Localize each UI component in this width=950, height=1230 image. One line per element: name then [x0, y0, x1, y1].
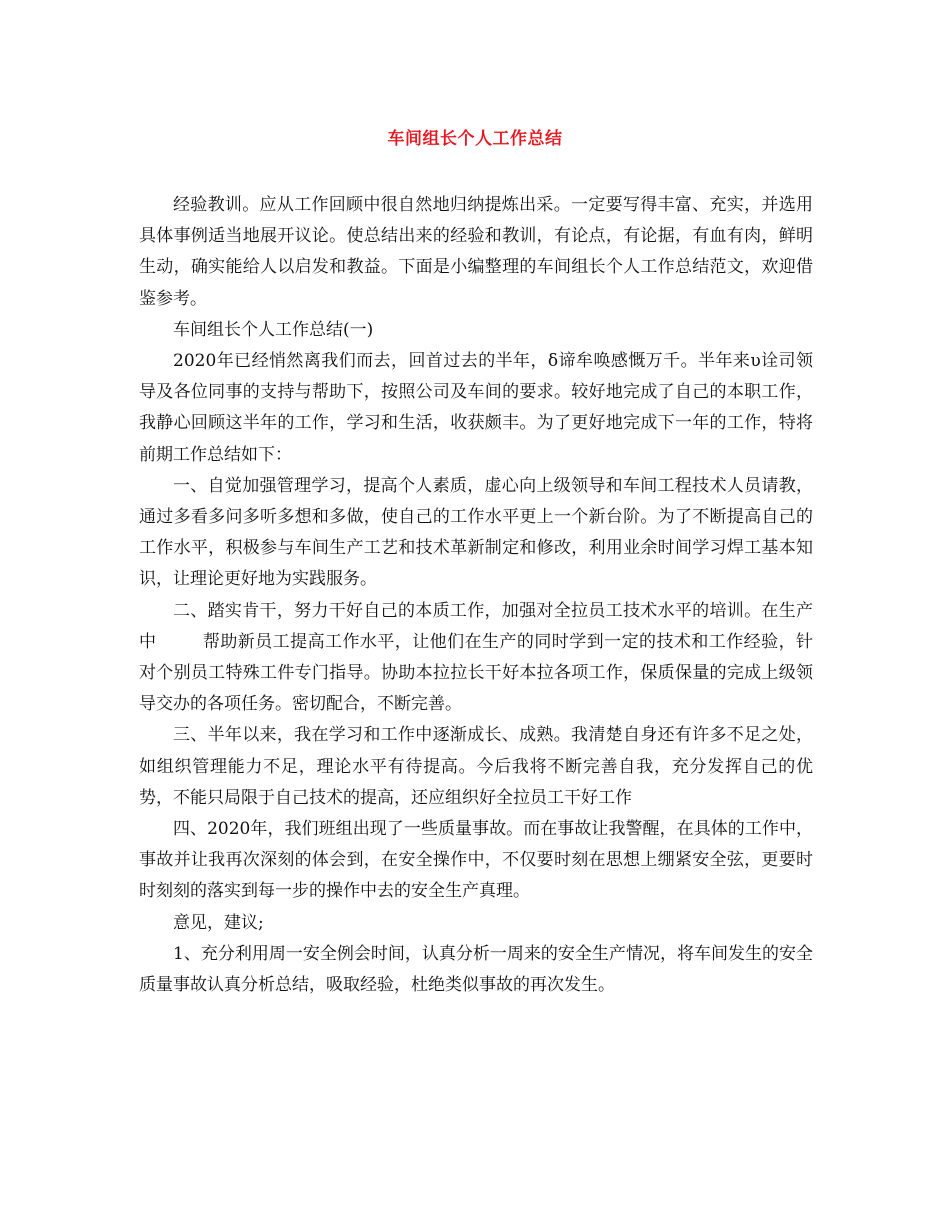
intro-paragraph: 经验教训。应从工作回顾中很自然地归纳提炼出采。一定要写得丰富、充实，并选用具体事例适当地展开议论。使总结出来的经验和教训，有论点，有论据，有血有肉，鲜明生动，确实能给人以启发和教益。下面是小编整理的车间组长个人工作总结范文，欢迎借鉴参考。 — [139, 195, 813, 309]
point-three-paragraph: 三、半年以来，我在学习和工作中逐渐成长、成熟。我清楚自身还有许多不足之处，如组织管理能力不足，理论水平有待提高。今后我将不断完善自我，充分发挥自己的优势，不能只局限于自己技术的提高，还应组织好全拉员工干好工作 — [139, 725, 813, 808]
summary-paragraph: 2020年已经悄然离我们而去，回首过去的半年，δ谛牟唤感慨万千。半年来υ诠司领导及各位同事的支持与帮助下，按照公司及车间的要求。较好地完成了自己的本职工作，我静心回顾这半年的工作，学习和生活，收获颇丰。为了更好地完成下一年的工作，特将前期工作总结如下： — [139, 351, 813, 465]
section-heading: 车间组长个人工作总结(一) — [173, 319, 374, 340]
suggestion-one-paragraph: 1、充分利用周一安全例会时间，认真分析一周来的安全生产情况，将车间发生的安全质量事故认真分析总结，吸取经验，杜绝类似事故的再次发生。 — [139, 943, 813, 996]
point-four-paragraph: 四、2020年，我们班组出现了一些质量事故。而在事故让我警醒，在具体的工作中，事故并让我再次深刻的体会到，在安全操作中，不仅要时刻在思想上绷紧安全弦，更要时时刻刻的落实到每一步的操作中去的安全生产真理。 — [139, 819, 813, 902]
point-two-paragraph — [139, 596, 813, 721]
document-title: 车间组长个人工作总结 — [387, 129, 563, 149]
point-two-text-start: 二、踏实肯干，努力干好自己的本质工作，加强对全拉员工技术水平的培训。在生产中 — [139, 600, 813, 652]
document-body — [139, 190, 813, 1001]
suggestions-heading: 意见，建议; — [173, 912, 264, 933]
point-one-paragraph: 一、自觉加强管理学习，提高个人素质，虚心向上级领导和车间工程技术人员请教，通过多看多问多听多想和多做，使自己的工作水平更上一个新台阶。为了不断提高自己的工作水平，积极参与车间生产工艺和技术革新制定和修改，利用业余时间学习焊工基本知识，让理论更好地为实践服务。 — [139, 475, 813, 590]
point-two-text-end: 帮助新员工提高工作水平，让他们在生产的同时学到一定的技术和工作经验，针对个别员工特殊工件专门指导。协助本拉拉长干好本拉各项工作，保质保量的完成上级领导交办的各项任务。密切配合，不断完善。 — [139, 631, 814, 715]
